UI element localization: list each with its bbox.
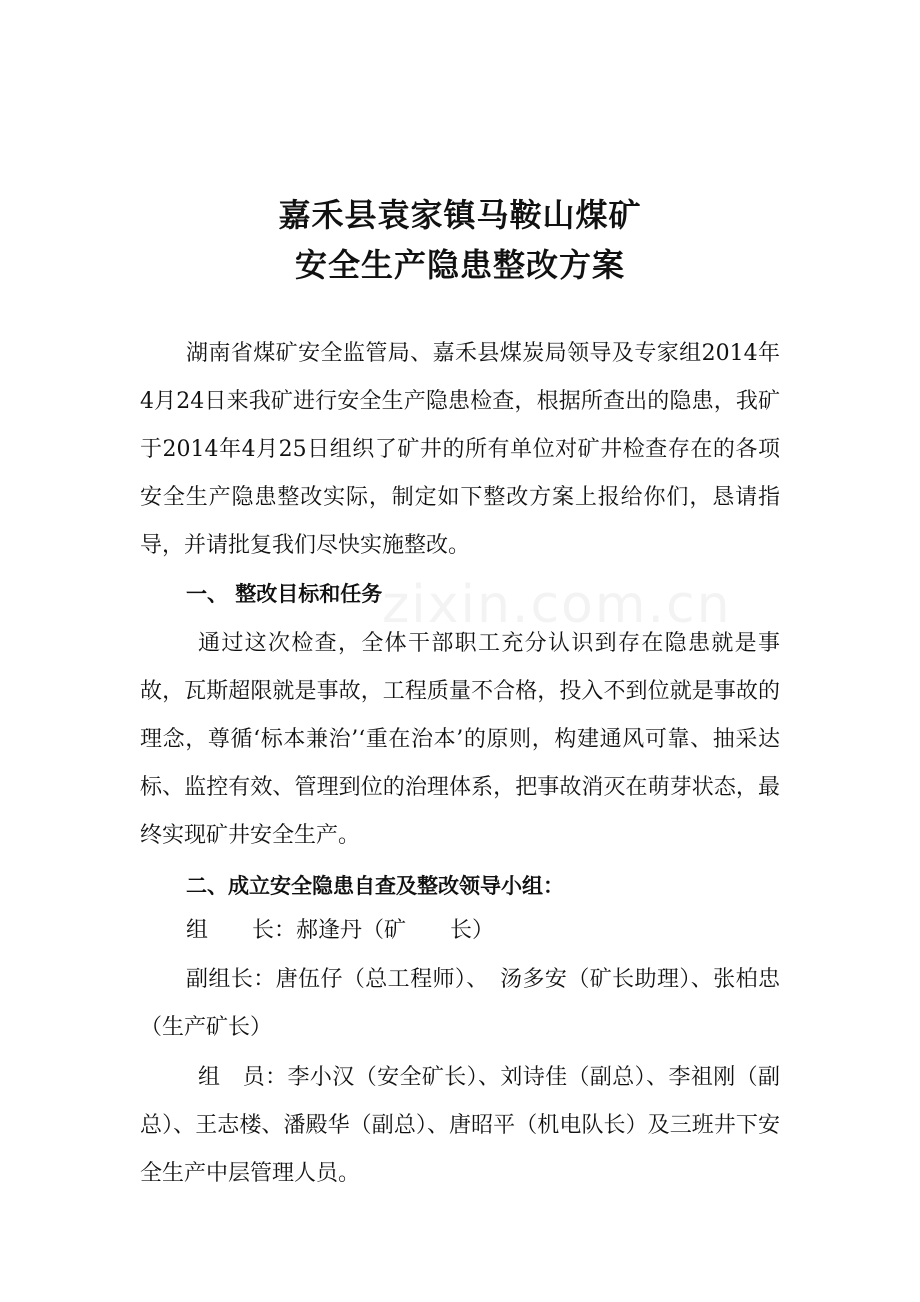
intro-paragraph: 湖南省煤矿安全监管局、嘉禾县煤炭局领导及专家组2014年4月24日来我矿进行安全生产隐患检查，根据所查出的隐患，我矿于2014年4月25日组织了矿井的所有单位对矿井检查存在的各项安全生产隐患整改实际，制定如下整改方案上报给你们，恳请指导，并请批复我们尽快实施整改。	[140, 341, 780, 558]
document-title-line-2: 安全生产隐患整改方案	[294, 246, 625, 284]
deputy-leaders-paragraph: 副组长：唐伍仔（总工程师）、 汤多安（矿长助理）、张柏忠（生产矿长）	[140, 967, 780, 1040]
section-1-paragraph: 通过这次检查，全体干部职工充分认识到存在隐患就是事故，瓦斯超限就是事故，工程质量不合格，投入不到位就是事故的理念，尊循‘标本兼治’‘重在治本’的原则，构建通风可靠、抽采达标、监控有效、管理到位的治理体系，把事故消灭在萌芽状态，最终实现矿井安全生产。	[140, 631, 780, 848]
document-title-line-1: 嘉禾县袁家镇马鞍山煤矿	[278, 196, 642, 234]
section-2-heading: 二、成立安全隐患自查及整改领导小组：	[186, 874, 564, 898]
group-leader-line: 组 长：郝逢丹（矿 长）	[186, 918, 495, 943]
watermark: zixin.com.cn	[382, 575, 732, 635]
section-1-heading: 一、 整改目标和任务	[186, 582, 383, 606]
members-paragraph: 组 员：李小汉（安全矿长）、刘诗佳（副总）、李祖刚（副总）、王志楼、潘殿华（副总）、唐昭平（机电队长）及三班井下安全生产中层管理人员。	[140, 1065, 780, 1186]
